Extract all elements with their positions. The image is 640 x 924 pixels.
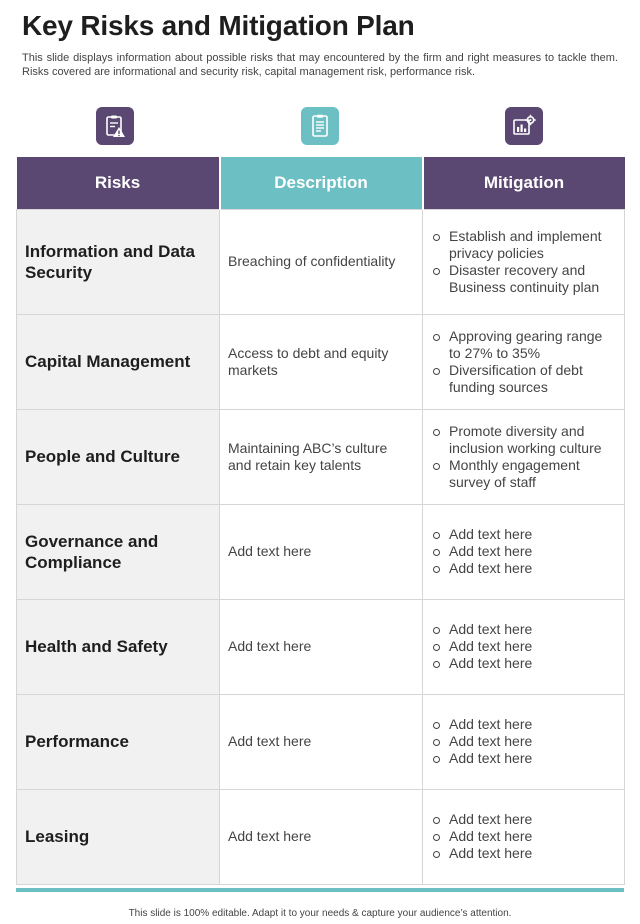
page-title: Key Risks and Mitigation Plan	[22, 10, 415, 41]
mitigation-cell	[423, 504, 625, 599]
mitigation-item: Add text here	[431, 828, 616, 845]
page-subtitle: This slide displays information about possible risks that may encountered by the firm and right measures to tackle them. Risks covered are informational and security risk, capital management risk, performance risk.	[22, 52, 618, 78]
header-risks: Risks	[17, 157, 220, 209]
description-cell: Maintaining ABC’s culture and retain key talents	[220, 409, 423, 504]
mitigation-item: Add text here	[431, 638, 616, 655]
mitigation-item: Add text here	[431, 655, 616, 672]
mitigation-item: Disaster recovery and Business continuity plan	[431, 262, 616, 296]
header-description: Description	[220, 157, 423, 209]
document-icon	[301, 107, 339, 145]
mitigation-item: Add text here	[431, 716, 616, 733]
mitigation-item: Monthly engagement survey of staff	[431, 457, 616, 491]
mitigation-cell	[423, 789, 625, 884]
mitigation-item: Add text here	[431, 543, 616, 560]
description-cell: Add text here	[220, 599, 423, 694]
footer-note: This slide is 100% editable. Adapt it to your needs & capture your audience’s attention.	[128, 908, 512, 919]
mitigation-cell	[423, 694, 625, 789]
description-cell: Add text here	[220, 789, 423, 884]
mitigation-item: Add text here	[431, 621, 616, 638]
table-row	[17, 504, 625, 599]
clipboard-warning-icon	[96, 107, 134, 145]
mitigation-item: Add text here	[431, 560, 616, 577]
risk-cell: Capital Management	[17, 314, 220, 409]
risk-cell: Leasing	[17, 789, 220, 884]
description-cell: Breaching of confidentiality	[220, 209, 423, 314]
risk-cell: Governance and Compliance	[17, 504, 220, 599]
description-cell: Add text here	[220, 694, 423, 789]
mitigation-item: Add text here	[431, 750, 616, 767]
mitigation-item: Add text here	[431, 845, 616, 862]
header-mitigation: Mitigation	[423, 157, 625, 209]
table-row	[17, 314, 625, 409]
bottom-accent-bar	[16, 888, 624, 892]
table-header-row	[17, 157, 625, 209]
risk-cell: Health and Safety	[17, 599, 220, 694]
description-cell: Add text here	[220, 504, 423, 599]
table-row	[17, 209, 625, 314]
table-row	[17, 599, 625, 694]
mitigation-item: Diversification of debt funding sources	[431, 362, 616, 396]
mitigation-item: Establish and implement privacy policies	[431, 228, 616, 262]
mitigation-item: Add text here	[431, 526, 616, 543]
mitigation-cell	[423, 409, 625, 504]
mitigation-item: Add text here	[431, 811, 616, 828]
risk-cell: Performance	[17, 694, 220, 789]
mitigation-cell	[423, 209, 625, 314]
mitigation-item: Promote diversity and inclusion working culture	[431, 423, 616, 457]
table-row	[17, 409, 625, 504]
table-row	[17, 694, 625, 789]
risk-cell: People and Culture	[17, 409, 220, 504]
mitigation-cell	[423, 599, 625, 694]
mitigation-item: Approving gearing range to 27% to 35%	[431, 328, 616, 362]
risk-cell: Information and Data Security	[17, 209, 220, 314]
mitigation-item: Add text here	[431, 733, 616, 750]
table-row	[17, 789, 625, 884]
mitigation-cell	[423, 314, 625, 409]
risk-table	[16, 157, 625, 885]
gear-dashboard-icon	[505, 107, 543, 145]
description-cell: Access to debt and equity markets	[220, 314, 423, 409]
